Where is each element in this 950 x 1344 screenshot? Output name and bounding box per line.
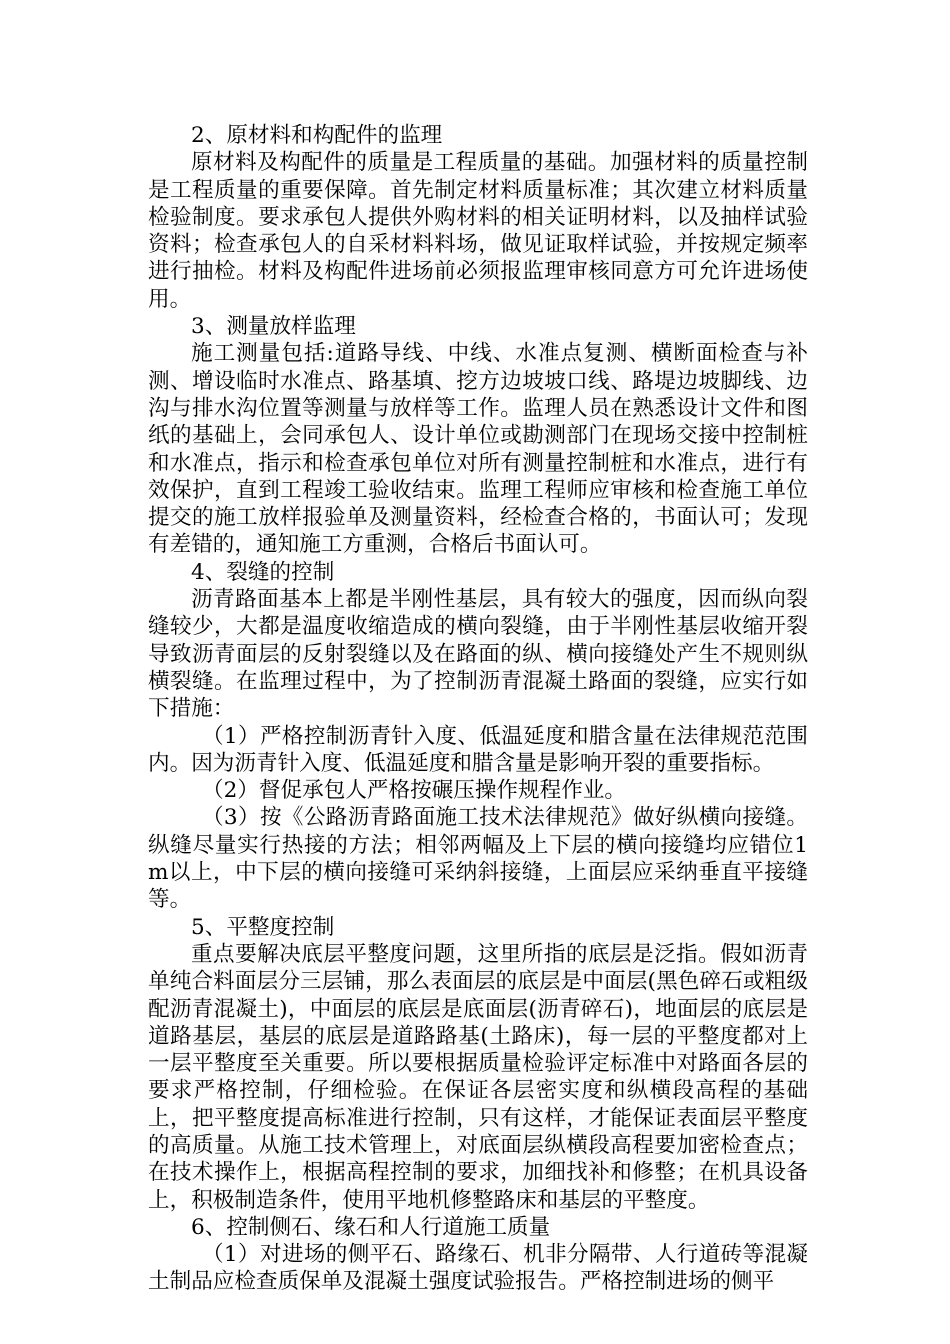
document-body bbox=[148, 122, 808, 1296]
list-item: （1）对进场的侧平石、路缘石、机非分隔带、人行道砖等混凝土制品应检查质保单及混凝土强度试验报告。严格控制进场的侧平 bbox=[148, 1242, 808, 1295]
paragraph: 施工测量包括:道路导线、中线、水准点复测、横断面检查与补测、增设临时水准点、路基填、挖方边坡坡口线、路堤边坡脚线、边沟与排水沟位置等测量与放样等工作。监理人员在熟悉设计文件和图纸的基础上，会同承包人、设计单位或勘测部门在现场交接中控制桩和水准点，指示和检查承包单位对所有测量控制桩和水准点，进行有效保护，直到工程竣工验收结束。监理工程师应审核和检查施工单位提交的施工放样报验单及测量资料，经检查合格的，书面认可；发现有差错的，通知施工方重测，合格后书面认可。 bbox=[148, 341, 808, 558]
list-item: （2）督促承包人严格按碾压操作规程作业。 bbox=[202, 778, 627, 804]
section-heading: 6、控制侧石、缘石和人行道施工质量 bbox=[191, 1214, 551, 1240]
section-heading: 3、测量放样监理 bbox=[191, 314, 356, 340]
section-heading: 4、裂缝的控制 bbox=[191, 559, 335, 585]
section-heading: 2、原材料和构配件的监理 bbox=[191, 123, 443, 148]
section-heading: 5、平整度控制 bbox=[191, 914, 335, 940]
paragraph: 重点要解决底层平整度问题，这里所指的底层是泛指。假如沥青单纯合料面层分三层铺，那么表面层的底层是中面层(黑色碎石或粗级配沥青混凝土)，中面层的底层是底面层(沥青碎石)，地面层的底层是道路基层，基层的底层是道路路基(土路床)，每一层的平整度都对上一层平整度至关重要。所以要根据质量检验评定标准中对路面各层的要求严格控制，仔细检验。在保证各层密实度和纵横段高程的基础上，把平整度提高标准进行控制，只有这样，才能保证表面层平整度的高质量。从施工技术管理上，对底面层纵横段高程要加密检查点；在技术操作上，根据高程控制的要求，加细找补和修整；在机具设备上，积极制造条件，使用平地机修整路床和基层的平整度。 bbox=[148, 941, 808, 1213]
paragraph: 沥青路面基本上都是半刚性基层，具有较大的强度，因而纵向裂缝较少，大都是温度收缩造成的横向裂缝，由于半刚性基层收缩开裂导致沥青面层的反射裂缝以及在路面的纵、横向接缝处产生不规则纵横裂缝。在监理过程中，为了控制沥青混凝土路面的裂缝，应实行如下措施： bbox=[148, 587, 808, 722]
list-item: （1）严格控制沥青针入度、低温延度和腊含量在法律规范范围内。因为沥青针入度、低温延度和腊含量是影响开裂的重要指标。 bbox=[148, 723, 808, 776]
list-item: （3）按《公路沥青路面施工技术法律规范》做好纵横向接缝。纵缝尽量实行热接的方法；相邻两幅及上下层的横向接缝均应错位1m以上，中下层的横向接缝可采纳斜接缝，上面层应采纳垂直平接缝等。 bbox=[148, 805, 808, 913]
paragraph: 原材料及构配件的质量是工程质量的基础。加强材料的质量控制是工程质量的重要保障。首先制定材料质量标准；其次建立材料质量检验制度。要求承包人提供外购材料的相关证明材料，以及抽样试验资料；检查承包人的自采材料料场，做见证取样试验，并按规定频率进行抽检。材料及构配件进场前必须报监理审核同意方可允许进场使用。 bbox=[148, 150, 808, 312]
